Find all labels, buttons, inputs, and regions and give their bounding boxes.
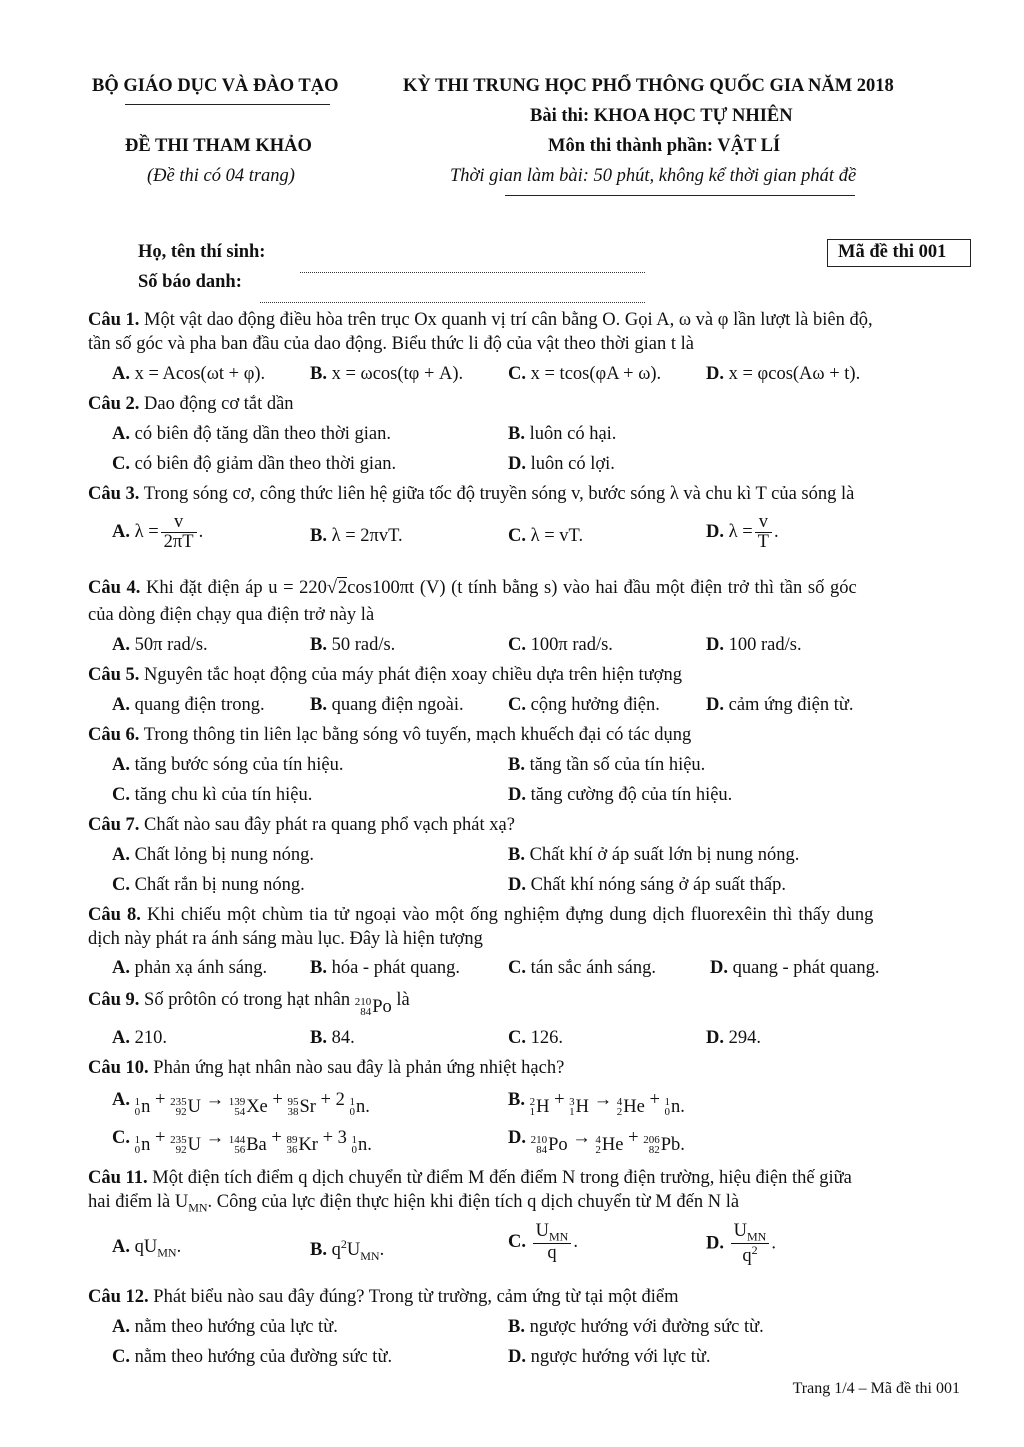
option-a[interactable]: A. x = Acos(ωt + φ). xyxy=(112,364,266,384)
option-c[interactable]: C. có biên độ giảm dần theo thời gian. xyxy=(112,454,397,474)
fraction: $\frac{U_{MN}}{q^2}$ xyxy=(731,1222,770,1267)
time-note: Thời gian làm bài: 50 phút, không kể thời gian phát đề xyxy=(450,166,857,186)
ministry-name: BỘ GIÁO DỤC VÀ ĐÀO TẠO xyxy=(92,76,339,96)
reaction-operator: + 2 xyxy=(315,1090,350,1110)
option-c[interactable]: C. λ = vT. xyxy=(508,526,584,546)
exam-subject: Bài thi: KHOA HỌC TỰ NHIÊN xyxy=(530,106,793,126)
option-d[interactable]: D. luôn có lợi. xyxy=(508,454,615,474)
nuclide: 235 92 U xyxy=(170,1096,201,1118)
nuclide: 4 2 He xyxy=(595,1134,624,1156)
header-underline xyxy=(505,195,855,196)
option-c[interactable]: C. 1 0 n + 235 92 U → 144 56 Ba + 89 36 Kr + 3 1 0 n. xyxy=(112,1128,372,1156)
nuclide: 1 0 n. xyxy=(351,1134,372,1156)
question-label: Câu 1. xyxy=(88,310,140,330)
fraction: $\frac{v}{T}$ xyxy=(755,513,772,553)
nuclide: 235 92 U xyxy=(170,1134,201,1156)
page-count-note: (Đề thi có 04 trang) xyxy=(147,166,295,186)
reaction-operator: → xyxy=(589,1090,617,1110)
question-5: Câu 5. Nguyên tắc hoạt động của máy phát điện xoay chiều dựa trên hiện tượng xyxy=(88,665,682,685)
candidate-name-label: Họ, tên thí sinh: xyxy=(138,242,266,262)
option-b[interactable]: B. quang điện ngoài. xyxy=(310,695,464,715)
option-c[interactable]: C. 126. xyxy=(508,1028,563,1048)
fraction: $\frac{U_{MN}}{q}$ xyxy=(533,1222,572,1264)
reaction-operator: + xyxy=(150,1128,171,1148)
option-a[interactable]: A. phản xạ ánh sáng. xyxy=(112,958,268,978)
reaction-operator: + xyxy=(623,1128,644,1148)
option-c[interactable]: C. cộng hưởng điện. xyxy=(508,695,660,715)
option-d[interactable]: D. ngược hướng với lực từ. xyxy=(508,1347,711,1367)
option-c[interactable]: C. $\frac{U_{MN}}{q}$ . xyxy=(508,1221,578,1264)
nuclide: 1 0 n. xyxy=(664,1096,685,1118)
exam-type: ĐỀ THI THAM KHẢO xyxy=(125,136,312,156)
option-c[interactable]: C. nằm theo hướng của đường sức từ. xyxy=(112,1347,393,1367)
nuclide: 89 36 Kr xyxy=(286,1134,318,1156)
nuclide: 210 84 Po xyxy=(354,996,392,1018)
option-d[interactable]: D. x = φcos(Aω + t). xyxy=(706,364,861,384)
question-stem-line2: của dòng điện chạy qua điện trở này là xyxy=(88,605,375,625)
question-11: Câu 11. Một điện tích điểm q dịch chuyển từ điểm M đến điểm N trong điện trường, hiệu điện thế giữa xyxy=(88,1168,852,1188)
reaction-operator: + xyxy=(150,1090,171,1110)
nuclide: 1 0 n xyxy=(134,1096,151,1118)
option-d[interactable]: D. 294. xyxy=(706,1028,761,1048)
reaction-operator: + xyxy=(644,1090,665,1110)
exam-code-box: Mã đề thi 001 xyxy=(827,239,971,267)
option-a[interactable]: A. 1 0 n + 235 92 U → 139 54 Xe + 95 38 Sr + 2 1 0 n. xyxy=(112,1090,370,1118)
option-b[interactable]: B. 84. xyxy=(310,1028,355,1048)
reaction-equation xyxy=(530,1128,685,1156)
candidate-id-label: Số báo danh: xyxy=(138,272,242,292)
reaction-equation xyxy=(529,1090,685,1118)
nuclide: 3 1 H xyxy=(569,1096,590,1118)
reaction-equation xyxy=(134,1090,370,1118)
question-3: Câu 3. Trong sóng cơ, công thức liên hệ giữa tốc độ truyền sóng v, bước sóng λ và chu kì T của sóng là xyxy=(88,484,855,504)
option-d[interactable]: D. Chất khí nóng sáng ở áp suất thấp. xyxy=(508,875,787,895)
option-d[interactable]: D. 210 84 Po → 4 2 He + 206 82 Pb. xyxy=(508,1128,685,1156)
option-d[interactable]: D. cảm ứng điện từ. xyxy=(706,695,854,715)
option-a[interactable]: A. tăng bước sóng của tín hiệu. xyxy=(112,755,344,775)
option-a[interactable]: A. $qU_{MN}$. xyxy=(112,1237,182,1260)
reaction-operator: + xyxy=(267,1090,288,1110)
nuclide: 1 0 n xyxy=(134,1134,151,1156)
option-b[interactable]: B. 2 1 H + 3 1 H → 4 2 He + 1 0 n. xyxy=(508,1090,685,1118)
option-b[interactable]: B. Chất khí ở áp suất lớn bị nung nóng. xyxy=(508,845,800,865)
exam-title: KỲ THI TRUNG HỌC PHỔ THÔNG QUỐC GIA NĂM 2018 xyxy=(403,76,894,96)
candidate-id-field[interactable] xyxy=(260,288,645,309)
option-a[interactable]: A. 50π rad/s. xyxy=(112,635,208,655)
question-10: Câu 10. Phản ứng hạt nhân nào sau đây là phản ứng nhiệt hạch? xyxy=(88,1058,565,1078)
option-a[interactable]: A. Chất lỏng bị nung nóng. xyxy=(112,845,314,865)
option-d[interactable]: D. $\frac{U_{MN}}{q^2}$ . xyxy=(706,1221,776,1267)
option-d[interactable]: D. 100 rad/s. xyxy=(706,635,802,655)
option-b[interactable]: B. luôn có hại. xyxy=(508,424,617,444)
question-8: Câu 8. Khi chiếu một chùm tia tử ngoại vào một ống nghiệm đựng dung dịch fluorexêin thì thấy dung xyxy=(88,905,874,925)
option-a[interactable]: A. có biên độ tăng dần theo thời gian. xyxy=(112,424,392,444)
option-b[interactable]: B. $q^2U_{MN}$. xyxy=(310,1237,385,1263)
option-b[interactable]: B. ngược hướng với đường sức từ. xyxy=(508,1317,764,1337)
option-c[interactable]: C. 100π rad/s. xyxy=(508,635,613,655)
option-b[interactable]: B. x = ωcos(tφ + A). xyxy=(310,364,464,384)
nuclide: 4 2 He xyxy=(616,1096,645,1118)
question-stem: Một vật dao động điều hòa trên trục Ox quanh vị trí cân bằng O. Gọi A, ω và φ lần lượt là biên độ, xyxy=(144,310,873,330)
reaction-operator: + xyxy=(549,1090,570,1110)
question-6: Câu 6. Trong thông tin liên lạc bằng sóng vô tuyến, mạch khuếch đại có tác dụng xyxy=(88,725,692,745)
option-a[interactable]: A. quang điện trong. xyxy=(112,695,265,715)
nuclide: 1 0 n. xyxy=(349,1096,370,1118)
option-c[interactable]: C. tán sắc ánh sáng. xyxy=(508,958,656,978)
option-b[interactable]: B. λ = 2πvT. xyxy=(310,526,403,546)
reaction-operator: → xyxy=(200,1090,229,1110)
option-a[interactable]: A. λ = $\frac{v}{2\pi T}$ . xyxy=(112,512,204,553)
question-1 xyxy=(88,310,873,331)
option-d[interactable]: D. tăng cường độ của tín hiệu. xyxy=(508,785,733,805)
reaction-operator: → xyxy=(200,1128,229,1148)
reaction-equation xyxy=(134,1128,372,1156)
question-9: Câu 9. Số prôtôn có trong hạt nhân 210 84 Po là xyxy=(88,990,410,1018)
ministry-underline xyxy=(125,104,330,105)
page-footer: Trang 1/4 – Mã đề thi 001 xyxy=(792,1380,960,1397)
question-4: Câu 4. Khi đặt điện áp u = 220√2cos100πt (V) (t tính bằng s) vào hai đầu một điện trở thì tần số góc xyxy=(88,578,857,598)
reaction-operator: + xyxy=(266,1128,287,1148)
option-a[interactable]: A. nằm theo hướng của lực từ. xyxy=(112,1317,338,1337)
component-subject: Môn thi thành phần: VẬT LÍ xyxy=(548,136,781,156)
option-b[interactable]: B. tăng tần số của tín hiệu. xyxy=(508,755,706,775)
nuclide: 95 38 Sr xyxy=(287,1096,316,1118)
question-stem-line2: dịch này phát ra ánh sáng màu lục. Đây là hiện tượng xyxy=(88,929,483,949)
option-d[interactable]: D. λ = $\frac{v}{T}$ . xyxy=(706,512,779,553)
option-c[interactable]: C. tăng chu kì của tín hiệu. xyxy=(112,785,313,805)
nuclide: 2 1 H xyxy=(529,1096,550,1118)
question-stem-line2: tần số góc và pha ban đầu của dao động. Biểu thức li độ của vật theo thời gian t là xyxy=(88,334,694,354)
nuclide: 206 82 Pb. xyxy=(643,1134,685,1156)
option-b[interactable]: B. 50 rad/s. xyxy=(310,635,396,655)
option-d[interactable]: D. quang - phát quang. xyxy=(710,958,880,978)
candidate-name-field[interactable] xyxy=(300,258,645,279)
question-stem-line2: hai điểm là $U_{MN}$. Công của lực điện thực hiện khi điện tích q dịch chuyển từ M đến N là xyxy=(88,1192,740,1215)
nuclide: 144 56 Ba xyxy=(228,1134,267,1156)
option-c[interactable]: C. Chất rắn bị nung nóng. xyxy=(112,875,305,895)
nuclide: 139 54 Xe xyxy=(228,1096,268,1118)
question-2: Câu 2. Dao động cơ tắt dần xyxy=(88,394,294,414)
question-7: Câu 7. Chất nào sau đây phát ra quang phổ vạch phát xạ? xyxy=(88,815,515,835)
question-12: Câu 12. Phát biểu nào sau đây đúng? Trong từ trường, cảm ứng từ tại một điểm xyxy=(88,1287,679,1307)
option-b[interactable]: B. hóa - phát quang. xyxy=(310,958,461,978)
option-a[interactable]: A. 210. xyxy=(112,1028,167,1048)
reaction-operator: + 3 xyxy=(317,1128,352,1148)
option-c[interactable]: C. x = tcos(φA + ω). xyxy=(508,364,662,384)
nuclide: 210 84 Po xyxy=(530,1134,568,1156)
fraction: $\frac{v}{2\pi T}$ xyxy=(161,513,197,553)
reaction-operator: → xyxy=(567,1128,596,1148)
